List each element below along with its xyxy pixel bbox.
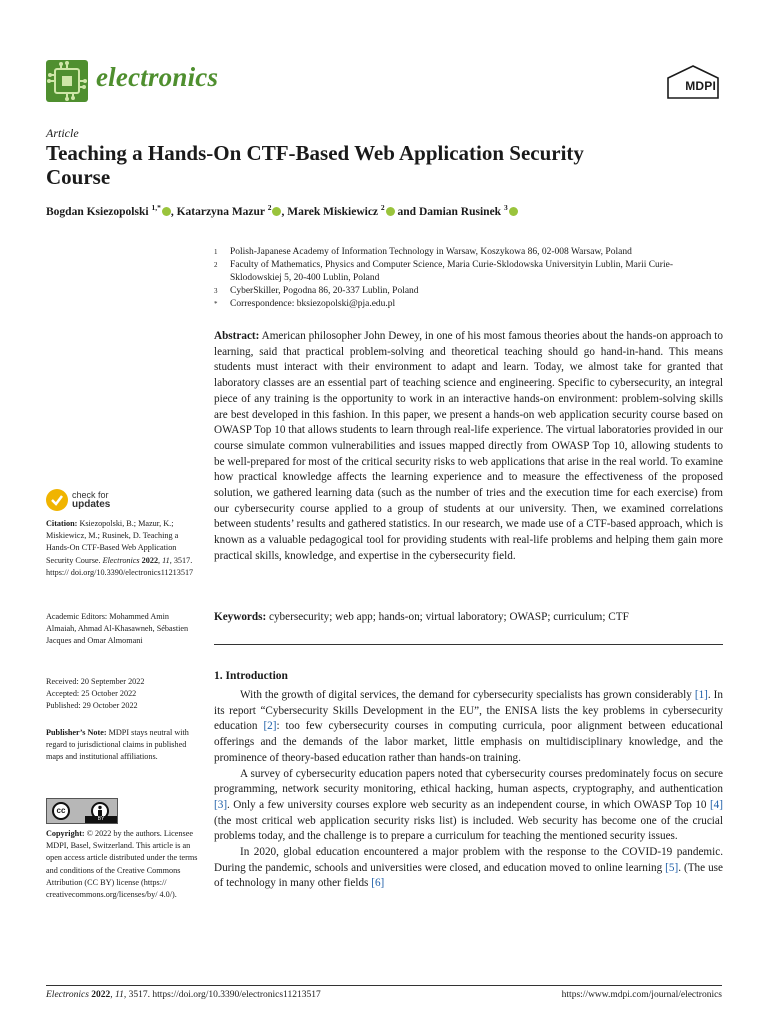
abstract-label: Abstract: bbox=[214, 330, 260, 342]
publisher-note-label: Publisher’s Note: bbox=[46, 728, 107, 737]
journal-header bbox=[46, 58, 722, 104]
abstract-text: American philosopher John Dewey, in one of his most famous theories about the hands-on approach to learning, said that practical problem-solving and theoretical teaching should go hand-in-hand. This means students must interact with their environment to adapt and learn. Today, we almost take for granted that laboratory classes are an essential part of teaching science and engineering. Specific to cybersecurity, an integral piece of any training is the opportunity to work in an interactive hands-on environment: problem-solving skills are best developed in this fashion. In this paper, we present a hands-on web application security course based on OWASP Top 10 that allows students to learn through real-life experience. The virtual laboratories provided in our course simulate common vulnerabilities and issues mapped directly from OWASP Top 10, allowing students to be well-prepared for most of the critical security risks to web applications that arise in the real world. To examine how practical knowledge affects the learning experience and to measure the effectiveness of the proposed solution, we gathered learning data (such as the number of tries and the execution time for each exercise) from our cybersecurity course applied to a group of students at our university. Then, we examined correlations between students’ results and gathered statistics. In our research, we made use of a CTF-based approach, which is known as a valuable pedagogical tool for providing students with real-life problems and helping them gain more practical skills, knowledge, and expertise in the cybersecurity field. bbox=[214, 330, 723, 562]
intro-text: A survey of cybersecurity education papers noted that cybersecurity courses predominately focus on secure programming, network security monitoring, ethical hacking, human aspects, cryptography, and authentication bbox=[214, 767, 723, 796]
intro-paragraph bbox=[214, 688, 723, 767]
copyright-block bbox=[46, 828, 198, 901]
affiliation-item bbox=[214, 285, 724, 298]
author-separator: , bbox=[281, 205, 288, 218]
author-separator: , bbox=[170, 205, 177, 218]
affiliation-text: Polish-Japanese Academy of Information Technology in Warsaw, Koszykowa 86, 02-008 Warsaw, Poland bbox=[230, 247, 632, 257]
copyright-text: © 2022 by the authors. Licensee MDPI, Basel, Switzerland. This article is an open access article distributed under the terms and conditions of the Creative Commons Attribution (CC BY) license (https:// creativecommons.org/licenses/by/ 4.0/). bbox=[46, 829, 198, 900]
published-date: Published: 29 October 2022 bbox=[46, 701, 138, 711]
intro-text: . Only a few university courses explore web security as an independent course, in which OWASP Top 10 bbox=[227, 798, 710, 811]
affiliation-mark: 3 bbox=[214, 287, 218, 295]
intro-text: In 2020, global education encountered a major problem with the response to the COVID-19 pandemic. During the pandemic, schools and universities were closed, and education moved to online learning bbox=[214, 846, 723, 874]
citation-journal: Electronics bbox=[102, 555, 140, 565]
affiliation-mark: 2 bbox=[214, 261, 218, 269]
footer-volume: 11 bbox=[115, 990, 124, 1000]
footer-journal-url[interactable]: https://www.mdpi.com/journal/electronics bbox=[561, 990, 722, 1000]
academic-editors: Academic Editors: Mohammed Amin Almaiah, Ahmad Al-Khasawneh, Sébastien Jacques and Omar Almomani bbox=[46, 612, 189, 646]
keywords bbox=[214, 610, 723, 626]
author-separator: and bbox=[394, 205, 419, 218]
reference-link[interactable]: [3] bbox=[214, 798, 228, 811]
orcid-icon[interactable] bbox=[509, 207, 518, 216]
divider bbox=[214, 644, 723, 645]
publisher-name: MDPI bbox=[685, 79, 716, 93]
reference-link[interactable]: [5] bbox=[665, 861, 679, 874]
affiliation-text: Correspondence: bksiezopolski@pja.edu.pl bbox=[230, 299, 396, 309]
footer-journal: Electronics bbox=[46, 990, 89, 1000]
reference-link[interactable]: [4] bbox=[709, 798, 723, 811]
citation-volume: 11 bbox=[162, 555, 170, 565]
author-list bbox=[46, 203, 518, 218]
citation-block: Citation: Ksiezopolski, B.; Mazur, K.; Miskiewicz, M.; Rusinek, D. Teaching a Hands-On CTF-Based Web Application Security Course. Electronics 2022, 11, 3517. https:// doi.org/10.3390/electronics11213517 bbox=[46, 519, 194, 577]
cc-by-license-badge[interactable] bbox=[46, 798, 118, 824]
intro-text: . (The use of technology in many other fields bbox=[214, 861, 723, 890]
author-affiliation-mark: 2 bbox=[380, 203, 385, 212]
citation-doi[interactable]: , 3517. https:// doi.org/10.3390/electronics11213517 bbox=[46, 555, 194, 577]
author-name: Marek Miskiewicz bbox=[287, 205, 381, 218]
citation-label: Citation: bbox=[46, 519, 78, 528]
cc-icon: cc bbox=[52, 802, 70, 820]
abstract bbox=[214, 329, 723, 565]
by-label: BY bbox=[85, 816, 117, 823]
footer-doi[interactable]: , 3517. https://doi.org/10.3390/electronics11213517 bbox=[123, 990, 321, 1000]
intro-text: (the most critical web application security risks list) is included. Web security has become one of the crucial problems today, and the challenge is to prepare a curriculum for teaching the mentioned security issues. bbox=[214, 814, 723, 843]
history-dates bbox=[46, 676, 198, 713]
author-name: Katarzyna Mazur bbox=[176, 205, 268, 218]
affiliation-mark: 1 bbox=[214, 248, 218, 256]
affiliation-item bbox=[214, 298, 724, 311]
author-name: Bogdan Ksiezopolski bbox=[46, 205, 152, 218]
author-affiliation-mark: 3 bbox=[503, 203, 508, 212]
affiliation-mark: * bbox=[214, 300, 218, 308]
author-affiliation-mark: 2 bbox=[267, 203, 272, 212]
affiliation-text: Faculty of Mathematics, Physics and Computer Science, Maria Curie-Sklodowska Universityin Lublin, Marii Curie-Sklodowskiej 5, 20-400 Lublin, Poland bbox=[230, 260, 673, 283]
section-heading: 1. Introduction bbox=[214, 670, 288, 682]
updates-label: updates bbox=[72, 499, 111, 510]
copyright-label: Copyright: bbox=[46, 829, 85, 838]
keywords-label: Keywords: bbox=[214, 611, 267, 623]
intro-text: . In its report “Cybersecurity Skills Development in the EU”, the ENISA lists the key problems in cybersecurity education bbox=[214, 689, 723, 733]
orcid-icon[interactable] bbox=[386, 207, 395, 216]
keywords-text: cybersecurity; web app; hands-on; virtual laboratory; OWASP; curriculum; CTF bbox=[269, 611, 629, 623]
intro-paragraph bbox=[214, 845, 723, 892]
journal-logo-icon bbox=[46, 60, 88, 102]
publisher-note bbox=[46, 727, 198, 764]
affiliation-text: CyberSkiller, Pogodna 86, 20-337 Lublin, Poland bbox=[230, 286, 419, 296]
citation-year: 2022 bbox=[141, 555, 159, 565]
journal-name: electronics bbox=[96, 62, 219, 92]
footer-citation: Electronics 2022, 11, 3517. https://doi.org/10.3390/electronics11213517 bbox=[46, 990, 321, 1000]
reference-link[interactable]: [2] bbox=[263, 720, 277, 733]
intro-text: : too few cybersecurity courses in computing curricula, poor alignment between educational offerings and the demands of the labor market, little emphasis on multidisciplinary knowledge, and the prominence of theory-based education rather than hands-on training. bbox=[214, 720, 723, 764]
article-title: Teaching a Hands-On CTF-Based Web Application Security Course bbox=[46, 141, 584, 189]
affiliation-item bbox=[214, 259, 724, 285]
citation-text: Ksiezopolski, B.; Mazur, K.; Miskiewicz, M.; Rusinek, D. Teaching a Hands-On CTF-Based Web Application Security Course. bbox=[46, 519, 179, 565]
author-affiliation-mark: 1,* bbox=[151, 203, 161, 212]
affiliation-list bbox=[214, 246, 724, 311]
publisher-note-text: MDPI stays neutral with regard to jurisdictional claims in published maps and institutional affiliations. bbox=[46, 728, 189, 762]
footer-year: 2022 bbox=[91, 990, 111, 1000]
check-updates-icon bbox=[46, 489, 68, 511]
accepted-date: Accepted: 25 October 2022 bbox=[46, 689, 137, 699]
reference-link[interactable]: [1] bbox=[694, 689, 708, 701]
received-date: Received: 20 September 2022 bbox=[46, 677, 145, 686]
intro-body bbox=[214, 688, 723, 892]
affiliation-item bbox=[214, 246, 724, 259]
author-name: Damian Rusinek bbox=[418, 205, 504, 218]
check-label: check for bbox=[72, 490, 109, 500]
footer-divider bbox=[46, 985, 722, 986]
article-type: Article bbox=[46, 126, 79, 140]
check-for-updates-button[interactable] bbox=[46, 487, 156, 515]
orcid-icon[interactable] bbox=[162, 207, 171, 216]
intro-text: With the growth of digital services, the demand for cybersecurity specialists has grown considerably bbox=[240, 689, 695, 701]
intro-paragraph bbox=[214, 767, 723, 846]
reference-link[interactable]: [6] bbox=[371, 877, 385, 890]
